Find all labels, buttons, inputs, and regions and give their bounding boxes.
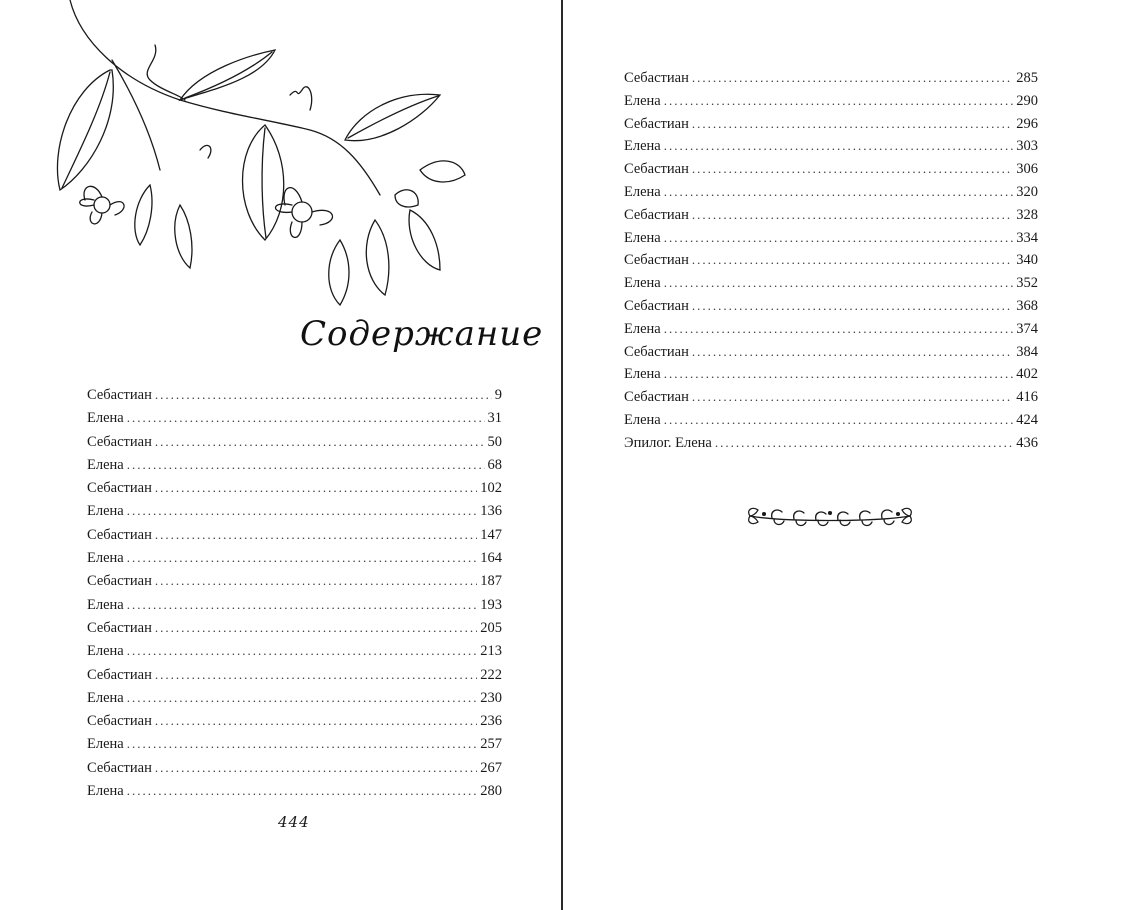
entry-page-number: 436 bbox=[1016, 434, 1038, 451]
dot-leader bbox=[127, 593, 478, 616]
entry-title: Елена bbox=[87, 783, 124, 800]
dot-leader bbox=[664, 227, 1014, 250]
dot-leader bbox=[664, 272, 1014, 295]
toc-entry[interactable] bbox=[87, 546, 502, 569]
dot-leader bbox=[692, 295, 1013, 318]
entry-title: Себастиан bbox=[624, 252, 689, 269]
toc-entry[interactable] bbox=[624, 363, 1038, 386]
toc-entry[interactable] bbox=[87, 686, 502, 709]
entry-page-number: 334 bbox=[1016, 229, 1038, 246]
entry-title: Себастиан bbox=[87, 573, 152, 590]
entry-page-number: 402 bbox=[1016, 366, 1038, 383]
entry-page-number: 230 bbox=[480, 689, 502, 706]
entry-title: Себастиан bbox=[624, 206, 689, 223]
entry-title: Елена bbox=[624, 92, 661, 109]
toc-entry[interactable] bbox=[624, 249, 1038, 272]
toc-entry[interactable] bbox=[624, 158, 1038, 181]
toc-list-right bbox=[624, 67, 1038, 455]
entry-page-number: 368 bbox=[1016, 297, 1038, 314]
entry-title: Себастиан bbox=[624, 389, 689, 406]
toc-entry[interactable] bbox=[87, 756, 502, 779]
dot-leader bbox=[664, 181, 1014, 204]
entry-title: Елена bbox=[624, 229, 661, 246]
entry-page-number: 328 bbox=[1016, 206, 1038, 223]
toc-entry[interactable] bbox=[87, 383, 502, 406]
toc-entry[interactable] bbox=[87, 523, 502, 546]
dot-leader bbox=[664, 90, 1014, 113]
entry-page-number: 352 bbox=[1016, 275, 1038, 292]
toc-entry[interactable] bbox=[87, 779, 502, 802]
entry-title: Елена bbox=[87, 736, 124, 753]
entry-title: Елена bbox=[624, 183, 661, 200]
toc-entry[interactable] bbox=[624, 204, 1038, 227]
entry-title: Елена bbox=[87, 410, 124, 427]
entry-page-number: 384 bbox=[1016, 343, 1038, 360]
entry-title: Себастиан bbox=[87, 526, 152, 543]
dot-leader bbox=[155, 430, 485, 453]
entry-page-number: 68 bbox=[487, 456, 502, 473]
toc-entry[interactable] bbox=[624, 272, 1038, 295]
entry-page-number: 320 bbox=[1016, 183, 1038, 200]
entry-title: Себастиан bbox=[87, 713, 152, 730]
entry-page-number: 213 bbox=[480, 643, 502, 660]
toc-entry[interactable] bbox=[624, 318, 1038, 341]
dot-leader bbox=[155, 476, 477, 499]
entry-title: Себастиан bbox=[624, 70, 689, 86]
entry-title: Елена bbox=[87, 503, 124, 520]
entry-title: Себастиан bbox=[624, 297, 689, 314]
toc-entry[interactable] bbox=[624, 90, 1038, 113]
entry-page-number: 257 bbox=[480, 736, 502, 753]
laurel-branch-icon bbox=[744, 500, 916, 532]
toc-entry[interactable] bbox=[624, 227, 1038, 250]
toc-entry[interactable] bbox=[87, 430, 502, 453]
toc-entry[interactable] bbox=[87, 593, 502, 616]
entry-title: Себастиан bbox=[624, 343, 689, 360]
entry-title: Елена bbox=[87, 689, 124, 706]
entry-page-number: 222 bbox=[480, 666, 502, 683]
entry-page-number: 374 bbox=[1016, 320, 1038, 337]
entry-title: Елена bbox=[87, 596, 124, 613]
dot-leader bbox=[692, 113, 1013, 136]
entry-title: Елена bbox=[87, 550, 124, 567]
toc-entry[interactable] bbox=[624, 113, 1038, 136]
entry-title: Себастиан bbox=[624, 161, 689, 178]
toc-entry[interactable] bbox=[87, 476, 502, 499]
toc-entry[interactable] bbox=[624, 67, 1038, 90]
dot-leader bbox=[127, 779, 478, 802]
dot-leader bbox=[692, 341, 1013, 364]
toc-entry[interactable] bbox=[87, 639, 502, 662]
entry-page-number: 147 bbox=[480, 526, 502, 543]
toc-entry[interactable] bbox=[624, 409, 1038, 432]
dot-leader bbox=[664, 363, 1014, 386]
toc-entry[interactable] bbox=[87, 732, 502, 755]
toc-title: Содержание bbox=[300, 314, 544, 354]
entry-title: Елена bbox=[624, 411, 661, 428]
entry-page-number: 102 bbox=[480, 480, 502, 497]
entry-title: Елена bbox=[624, 275, 661, 292]
toc-entry[interactable] bbox=[624, 432, 1038, 455]
dot-leader bbox=[664, 409, 1014, 432]
entry-page-number: 9 bbox=[494, 387, 502, 403]
toc-entry[interactable] bbox=[624, 135, 1038, 158]
dot-leader bbox=[692, 67, 1013, 90]
dot-leader bbox=[692, 249, 1013, 272]
toc-entry[interactable] bbox=[87, 499, 502, 522]
entry-page-number: 187 bbox=[480, 573, 502, 590]
dot-leader bbox=[155, 383, 492, 406]
dot-leader bbox=[155, 569, 477, 592]
toc-entry[interactable] bbox=[87, 569, 502, 592]
entry-title: Елена bbox=[87, 456, 124, 473]
dot-leader bbox=[155, 523, 477, 546]
floral-branch-icon bbox=[40, 0, 480, 312]
entry-page-number: 136 bbox=[480, 503, 502, 520]
dot-leader bbox=[155, 709, 477, 732]
left-page bbox=[0, 0, 561, 910]
dot-leader bbox=[127, 686, 478, 709]
toc-entry[interactable] bbox=[624, 386, 1038, 409]
entry-title: Себастиан bbox=[87, 619, 152, 636]
entry-page-number: 285 bbox=[1016, 70, 1038, 86]
dot-leader bbox=[127, 732, 478, 755]
entry-title: Елена bbox=[87, 643, 124, 660]
entry-page-number: 303 bbox=[1016, 138, 1038, 155]
entry-page-number: 205 bbox=[480, 619, 502, 636]
toc-entry[interactable] bbox=[87, 663, 502, 686]
entry-title: Себастиан bbox=[87, 759, 152, 776]
entry-page-number: 267 bbox=[480, 759, 502, 776]
right-page bbox=[563, 0, 1124, 910]
dot-leader bbox=[692, 158, 1013, 181]
entry-page-number: 290 bbox=[1016, 92, 1038, 109]
toc-entry[interactable] bbox=[87, 709, 502, 732]
entry-title: Себастиан bbox=[624, 115, 689, 132]
dot-leader bbox=[715, 432, 1013, 455]
entry-page-number: 340 bbox=[1016, 252, 1038, 269]
entry-title: Елена bbox=[624, 138, 661, 155]
dot-leader bbox=[692, 386, 1013, 409]
entry-page-number: 31 bbox=[487, 410, 502, 427]
entry-title: Себастиан bbox=[87, 480, 152, 497]
dot-leader bbox=[155, 663, 477, 686]
dot-leader bbox=[127, 453, 485, 476]
toc-entry[interactable] bbox=[624, 181, 1038, 204]
entry-page-number: 164 bbox=[480, 550, 502, 567]
entry-title: Елена bbox=[624, 320, 661, 337]
entry-page-number: 50 bbox=[487, 433, 502, 450]
entry-page-number: 296 bbox=[1016, 115, 1038, 132]
toc-entry[interactable] bbox=[624, 295, 1038, 318]
toc-entry[interactable] bbox=[624, 341, 1038, 364]
dot-leader bbox=[127, 499, 478, 522]
dot-leader bbox=[155, 616, 477, 639]
toc-entry[interactable] bbox=[87, 453, 502, 476]
dot-leader bbox=[692, 204, 1013, 227]
entry-page-number: 236 bbox=[480, 713, 502, 730]
entry-page-number: 424 bbox=[1016, 411, 1038, 428]
entry-page-number: 416 bbox=[1016, 389, 1038, 406]
dot-leader bbox=[664, 135, 1014, 158]
page-number: 444 bbox=[278, 813, 310, 831]
entry-page-number: 193 bbox=[480, 596, 502, 613]
entry-title: Елена bbox=[624, 366, 661, 383]
dot-leader bbox=[127, 546, 478, 569]
entry-title: Эпилог. Елена bbox=[624, 434, 712, 451]
dot-leader bbox=[155, 756, 477, 779]
dot-leader bbox=[127, 639, 478, 662]
toc-entry[interactable] bbox=[87, 616, 502, 639]
entry-page-number: 306 bbox=[1016, 161, 1038, 178]
entry-page-number: 280 bbox=[480, 783, 502, 800]
toc-list-left bbox=[87, 383, 502, 802]
entry-title: Себастиан bbox=[87, 387, 152, 403]
toc-entry[interactable] bbox=[87, 406, 502, 429]
entry-title: Себастиан bbox=[87, 666, 152, 683]
dot-leader bbox=[664, 318, 1014, 341]
entry-title: Себастиан bbox=[87, 433, 152, 450]
dot-leader bbox=[127, 406, 485, 429]
